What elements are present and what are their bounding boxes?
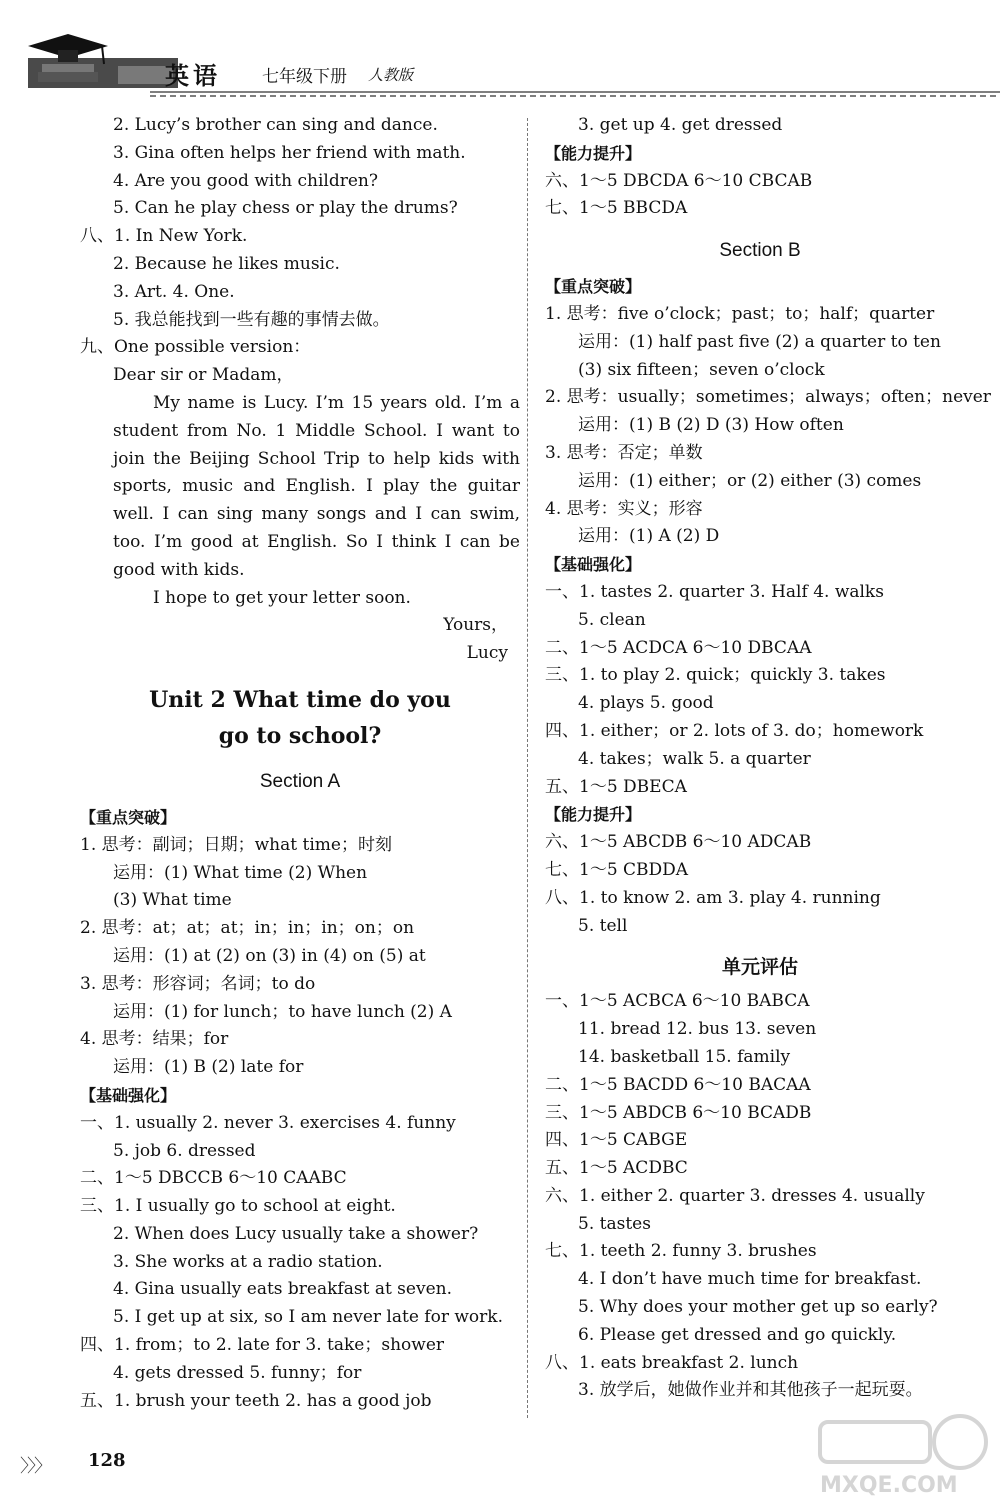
answer-line: 运用：(1) half past five (2) a quarter to ten (578, 331, 941, 352)
answer-line: 5. clean (578, 609, 646, 630)
unit-title: Unit 2 What time do you (149, 686, 451, 713)
answer-line: 5. 我总能找到一些有趣的事情去做。 (113, 309, 390, 330)
key-points-heading: 【重点突破】 (545, 277, 642, 297)
letter-closing: I hope to get your letter soon. (153, 587, 411, 608)
answer-line: 1. 思考：副词；日期；what time；时刻 (80, 834, 392, 855)
answer-line: 运用：(1) What time (2) When (113, 862, 368, 883)
page-arrows-icon: 〉〉〉 (20, 1456, 50, 1477)
answer-line: 4. Are you good with children? (113, 170, 378, 191)
header-rule (150, 88, 1000, 102)
ability-heading: 【能力提升】 (545, 143, 642, 163)
answer-line: 4. takes；walk 5. a quarter (578, 748, 811, 769)
letter-line: too. I’m good at English. So I think I can be (113, 531, 520, 552)
section-a-title: Section A (259, 770, 341, 792)
letter-line: sports, music and English. I play the guitar (113, 476, 520, 497)
letter-line: My name is Lucy. I’m 15 years old. I’m a (153, 392, 520, 413)
answer-line: 4. 思考：结果；for (80, 1029, 229, 1050)
answer-line: 1. 思考：five o’clock；past；to；half；quarter (545, 303, 935, 324)
answer-line: (3) six fifteen；seven o’clock (578, 359, 825, 380)
answer-line: 三、1. to play 2. quick；quickly 3. takes (545, 665, 886, 686)
answer-line: 3. 放学后，她做作业并和其他孩子一起玩耍。 (578, 1380, 923, 1401)
header-edition: 人教版 (368, 66, 414, 84)
answer-line: 4. gets dressed 5. funny；for (113, 1362, 362, 1383)
page-number: 128 (88, 1450, 126, 1471)
key-points-heading: 【重点突破】 (80, 807, 177, 827)
answer-line: 五、1. brush your teeth 2. has a good job (80, 1390, 432, 1411)
answer-line: 4. 思考：实义；形容 (545, 498, 703, 519)
answer-line: 七、1. teeth 2. funny 3. brushes (545, 1241, 817, 1262)
answer-line: 四、1. either；or 2. lots of 3. do；homework (545, 720, 924, 741)
watermark-logo (800, 1410, 1000, 1500)
answer-line: 六、1～5 DBCDA 6～10 CBCAB (545, 170, 813, 191)
answer-line: 运用：(1) B (2) late for (113, 1057, 304, 1078)
answer-line: 4. plays 5. good (578, 693, 714, 714)
answer-line: 运用：(1) at (2) on (3) in (4) on (5) at (113, 945, 426, 966)
answer-line: 四、1～5 CABGE (545, 1130, 688, 1151)
answer-line: 五、1～5 ACDBC (545, 1158, 688, 1179)
answer-line: (3) What time (113, 890, 232, 911)
answer-line: 2. Because he likes music. (113, 253, 340, 274)
answer-line: 一、1. usually 2. never 3. exercises 4. funny (80, 1112, 456, 1133)
answer-line: 运用：(1) either；or (2) either (3) comes (578, 470, 922, 491)
right-column (545, 112, 991, 1405)
letter-line: well. I can sing many songs and I can swim, (113, 504, 520, 525)
answer-line: 3. 思考：否定；单数 (545, 442, 703, 463)
answer-line: 八、1. In New York. (80, 226, 248, 247)
letter-signature: Lucy (466, 643, 508, 664)
letter-line: good with kids. (113, 559, 245, 580)
answer-line: 运用：(1) A (2) D (578, 526, 720, 547)
ability-heading: 【能力提升】 (545, 805, 642, 825)
answer-line: 二、1～5 DBCCB 6～10 CAABC (80, 1168, 347, 1189)
answer-line: 4. Gina usually eats breakfast at seven. (113, 1279, 452, 1300)
page-header (0, 0, 1000, 110)
section-b-title: Section B (719, 240, 801, 262)
left-column (80, 112, 520, 1415)
letter-greeting: Dear sir or Madam， (113, 365, 294, 386)
answer-line: 八、1. to know 2. am 3. play 4. running (545, 887, 881, 908)
answer-line: 六、1. either 2. quarter 3. dresses 4. usually (545, 1185, 925, 1206)
answer-line: 2. Lucy’s brother can sing and dance. (113, 115, 438, 135)
answer-line: 5. Why does your mother get up so early? (578, 1297, 938, 1318)
answer-line: 3. Art. 4. One. (113, 281, 235, 302)
answer-line: 七、1～5 BBCDA (545, 198, 688, 219)
answer-line: 14. basketball 15. family (578, 1046, 791, 1067)
answer-line: 运用：(1) for lunch；to have lunch (2) A (113, 1001, 452, 1022)
answer-line: 运用：(1) B (2) D (3) How often (578, 415, 844, 436)
answer-line: 4. I don’t have much time for breakfast. (578, 1269, 922, 1290)
answer-line: 2. 思考：usually；sometimes；always；often；never (545, 387, 991, 408)
answer-line: 二、1～5 ACDCA 6～10 DBCAA (545, 637, 812, 658)
answer-line: 六、1～5 ABCDB 6～10 ADCAB (545, 832, 812, 853)
answer-line: 一、1. tastes 2. quarter 3. Half 4. walks (545, 581, 884, 602)
letter-yours: Yours， (443, 615, 508, 636)
unit-title-line2: go to school? (218, 722, 382, 749)
answer-line: 5. Can he play chess or play the drums? (113, 198, 458, 219)
graduation-cap-books-icon (28, 28, 178, 96)
answer-line: 七、1～5 CBDDA (545, 859, 689, 880)
answer-line: 3. get up 4. get dressed (578, 115, 783, 135)
answer-line: 三、1. I usually go to school at eight. (80, 1196, 396, 1217)
answer-line: 二、1～5 BACDD 6～10 BACAA (545, 1074, 811, 1095)
letter-line: student from No. 1 Middle School. I want to (113, 420, 520, 441)
watermark-text: MXQE.COM (820, 1473, 958, 1498)
answer-line: 11. bread 12. bus 13. seven (578, 1019, 817, 1040)
answer-line: 5. I get up at six, so I am never late for work. (113, 1307, 503, 1328)
answer-line: 一、1～5 ACBCA 6～10 BABCA (545, 991, 810, 1012)
letter-line: join the Beijing School Trip to help kids with (113, 448, 520, 469)
answer-line: 5. tell (578, 915, 628, 936)
header-grade: 七年级下册 (262, 67, 347, 87)
header-subject: 英语 (165, 61, 221, 90)
answer-line: 2. When does Lucy usually take a shower? (113, 1223, 479, 1244)
answer-line: 5. tastes (578, 1213, 651, 1234)
answer-line: 2. 思考：at；at；at；in；in；in；on；on (80, 918, 415, 939)
answer-line: 6. Please get dressed and go quickly. (578, 1324, 897, 1345)
answer-line: 3. 思考：形容词；名词；to do (80, 973, 316, 994)
unit-evaluation-title: 单元评估 (721, 956, 798, 979)
answer-line: 3. Gina often helps her friend with math. (113, 142, 466, 163)
answer-line: 5. job 6. dressed (113, 1140, 256, 1161)
answer-line: 3. She works at a radio station. (113, 1251, 383, 1272)
answer-line: 三、1～5 ABDCB 6～10 BCADB (545, 1102, 812, 1123)
column-divider (527, 118, 528, 1418)
answer-line: 四、1. from；to 2. late for 3. take；shower (80, 1335, 445, 1356)
basics-heading: 【基础强化】 (545, 555, 642, 575)
answer-line: 八、1. eats breakfast 2. lunch (545, 1352, 799, 1373)
answer-line: 九、One possible version： (80, 337, 311, 358)
answer-line: 五、1～5 DBECA (545, 776, 687, 797)
basics-heading: 【基础强化】 (80, 1085, 177, 1105)
